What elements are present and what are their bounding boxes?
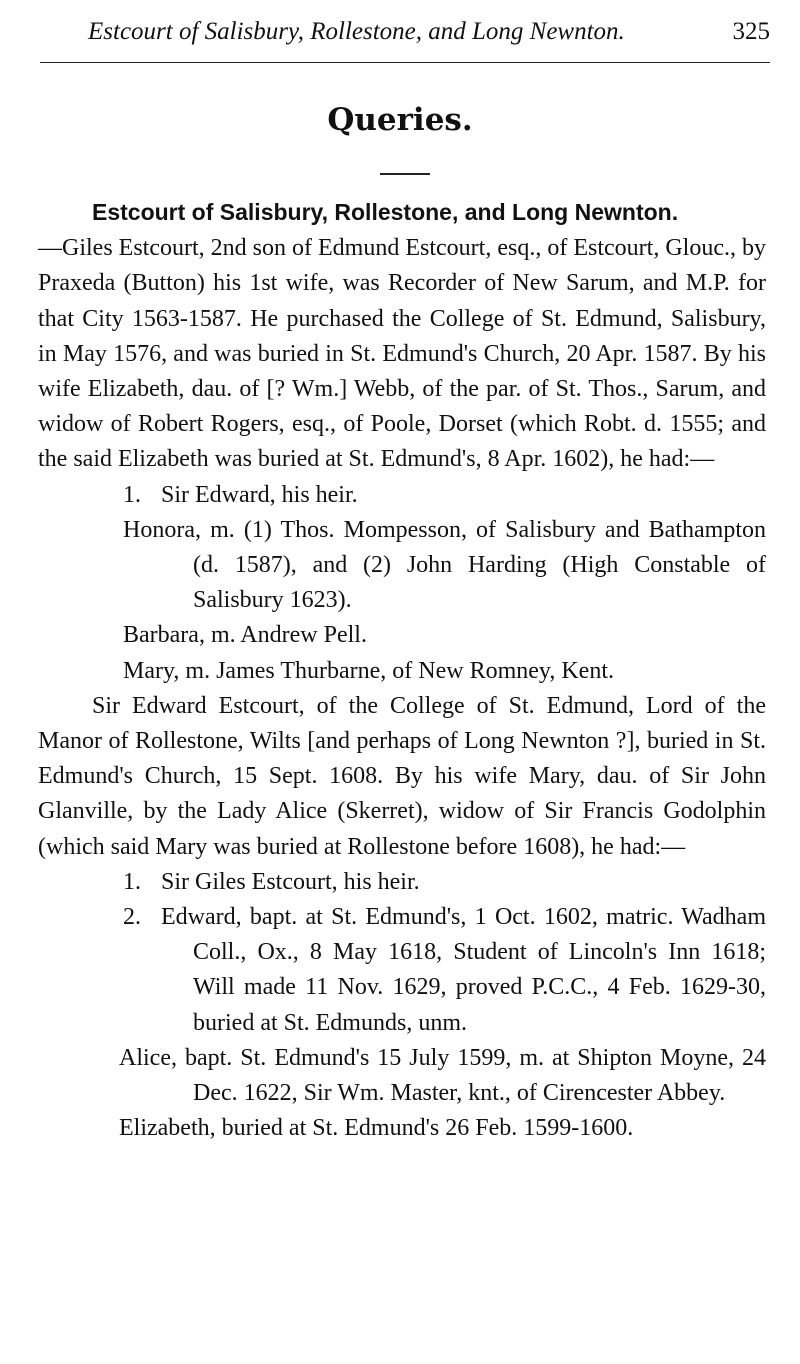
list-item [38,618,766,653]
paragraph-giles [38,195,766,478]
paragraph-edward: Sir Edward Estcourt, of the College of St. Edmund, Lord of the Manor of Rollestone, Wilts [and perhaps of Long Newnton ?], buried in St. Edmund's Church, 15 Sept. 1608. By his wife Mary, dau. of Sir John Glanville, by the Lady Alice (Skerret), widow of Sir Francis Godolphin (which said Mary was buried at Rollestone before 1608), he had:— [38,692,766,860]
list-item [38,865,766,900]
item-text: Mary, m. James Thurbarne, of New Romney, Kent. [123,657,614,684]
header-divider [40,62,770,63]
list-item [38,1041,766,1111]
page-number: 325 [732,18,770,45]
paragraph-giles-text: —Giles Estcourt, 2nd son of Edmund Estcourt, esq., of Estcourt, Glouc., by Praxeda (Button) his 1st wife, was Recorder of New Sarum, and M.P. for that City 1563-1587. He purchased the College of St. Edmund, Salisbury, in May 1576, and was buried in St. Edmund's Church, 20 Apr. 1587. By his wife Elizabeth, dau. of [? Wm.] Webb, of the par. of St. Thos., Sarum, and widow of Robert Rogers, esq., of Poole, Dorset (which Robt. d. 1555; and the said Elizabeth was buried at St. Edmund's, 8 Apr. 1602), he had:— [38,235,766,473]
item-text: Barbara, m. Andrew Pell. [123,622,367,649]
list-item [38,478,766,513]
running-head [40,12,770,52]
list-item [38,513,766,619]
list-item [38,654,766,689]
item-text: Sir Edward, his heir. [161,481,358,508]
item-number: 1. [123,481,141,508]
list-item [38,900,766,1041]
item-text: Honora, m. (1) Thos. Mompesson, of Salisbury and Bathampton (d. 1587), and (2) John Harding (High Constable of Salisbury 1623). [123,516,766,614]
article-body [38,195,766,1146]
item-text: Alice, bapt. St. Edmund's 15 July 1599, m. at Shipton Moyne, 24 Dec. 1622, Sir Wm. Master, knt., of Cirencester Abbey. [119,1044,766,1107]
item-text: Sir Giles Estcourt, his heir. [161,868,420,895]
item-text: Elizabeth, buried at St. Edmund's 26 Feb. 1599-1600. [119,1115,634,1142]
item-number: 2. [123,904,141,931]
article-heading: Estcourt of Salisbury, Rollestone, and Long Newnton. [92,199,679,225]
item-text: Edward, bapt. at St. Edmund's, 1 Oct. 1602, matric. Wadham Coll., Ox., 8 May 1618, Student of Lincoln's Inn 1618; Will made 11 Nov. 1629, proved P.C.C., 4 Feb. 1629-30, buried at St. Edmunds, unm. [161,904,766,1036]
title-divider [380,173,430,175]
list-item [38,1111,766,1146]
section-title: Queries. [327,102,473,138]
item-number: 1. [123,868,141,895]
running-head-title: Estcourt of Salisbury, Rollestone, and Long Newnton. [88,18,625,45]
